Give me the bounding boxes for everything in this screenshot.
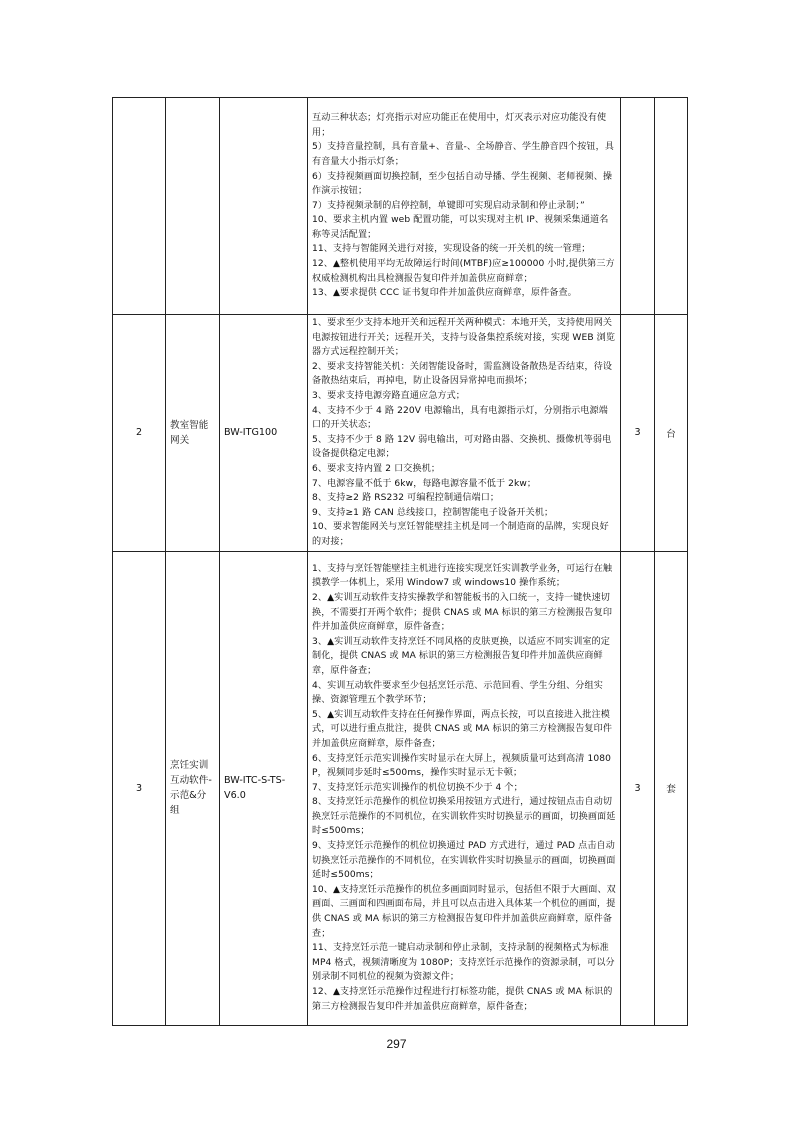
spec-item: 10、▲支持烹饪示范操作的机位多画面同时显示，包括但不限于大画面、双画面、三画面和四画面布局，并且可以点击进入具体某一个机位的画面，提供 CNAS 或 MA 标识的第三方检测报告复印件并加盖供应商鲜章，原件备查； <box>312 884 616 939</box>
spec-item: 13、▲要求提供 CCC 证书复印件并加盖供应商鲜章，原件备查。 <box>312 288 577 299</box>
quantity <box>621 98 655 315</box>
spec-item: 2、要求支持智能关机：关闭智能设备时，需监测设备散热是否结束，待设备散热结束后，再掉电，防止设备因异常掉电而损坏； <box>312 361 613 387</box>
spec-item: 3、要求支持电源旁路直通应急方式； <box>312 390 465 401</box>
spec-item: 9、支持≥1 路 CAN 总线接口，控制智能电子设备开关机； <box>312 507 554 518</box>
spec-item: 6）支持视频画面切换控制，至少包括自动导播、学生视频、老师视频、操作演示按钮； <box>312 171 613 197</box>
spec-item: 互动三种状态；灯亮指示对应功能正在使用中，灯灭表示对应功能没有使用； <box>312 113 607 138</box>
spec-item: 9、支持烹饪示范操作的机位切换通过 PAD 方式进行，通过 PAD 点击自动切换烹饪示范操作的不同机位，在实训软件实时切换显示的画面，切换画面延时≤500ms； <box>312 841 616 881</box>
spec-cell <box>308 551 621 1025</box>
spec-item: 3、▲实训互动软件支持烹饪不同风格的皮肤更换，以适应不同实训室的定制化，提供 CNAS 或 MA 标识的第三方检测报告复印件并加盖供应商鲜章，原件备查； <box>312 636 610 676</box>
spec-list <box>308 315 620 551</box>
spec-item: 6、要求支持内置 2 口交换机； <box>312 463 441 474</box>
spec-item: 7、电源容量不低于 6kw，每路电源容量不低于 2kw； <box>312 478 537 489</box>
spec-item: 12、▲支持烹饪示范操作过程进行打标签功能，提供 CNAS 或 MA 标识的第三方检测报告复印件并加盖供应商鲜章，原件备查； <box>312 987 613 1012</box>
spec-item: 10、要求主机内置 web 配置功能，可以实现对主机 IP、视频采集通道名称等灵活配置； <box>312 215 609 240</box>
spec-item: 7、支持烹饪示范实训操作的机位切换不少于 4 个； <box>312 782 523 793</box>
spec-item: 11、支持与智能网关进行对接，实现设备的统一开关机的统一管理； <box>312 244 591 255</box>
quantity: 3 <box>621 315 655 552</box>
spec-item: 8、支持≥2 路 RS232 可编程控制通信端口； <box>312 493 500 504</box>
spec-item: 2、▲实训互动软件支持实操教学和智能板书的入口统一，支持一键快速切换，不需要打开两个软件；提供 CNAS 或 MA 标识的第三方检测报告复印件并加盖供应商鲜章，原件备查； <box>312 592 613 633</box>
page-number: 297 <box>386 1037 407 1051</box>
unit <box>655 98 688 315</box>
quantity: 3 <box>621 551 655 1025</box>
row-number: 3 <box>113 551 166 1025</box>
table-row <box>113 551 688 1025</box>
spec-item: 4、实训互动软件要求至少包括烹饪示范、示范回看、学生分组、分组实操、资源管理五个教学环节； <box>312 680 603 706</box>
spec-cell <box>308 315 621 552</box>
spec-item: 4、支持不少于 4 路 220V 电源输出，具有电源指示灯，分别指示电源端口的开关状态； <box>312 405 608 431</box>
model-number <box>220 98 308 315</box>
product-name: 教室智能网关 <box>166 315 220 552</box>
product-name: 烹饪实训互动软件-示范&分组 <box>166 551 220 1025</box>
spec-item: 5）支持音量控制，具有音量+、音量-、全场静音、学生静音四个按钮，具有音量大小指示灯条； <box>312 142 614 167</box>
product-name <box>166 98 220 315</box>
model-number: BW-ITG100 <box>220 315 308 552</box>
model-number: BW-ITC-S-TS-V6.0 <box>220 551 308 1025</box>
row-number: 2 <box>113 315 166 552</box>
specification-table <box>112 97 688 1026</box>
spec-list <box>308 561 620 1015</box>
spec-item: 8、支持烹饪示范操作的机位切换采用按钮方式进行，通过按钮点击自动切换烹饪示范操作的不同机位，在实训软件实时切换显示的画面，切换画面延时≤500ms； <box>312 797 616 837</box>
table-row <box>113 315 688 552</box>
spec-item: 11、支持烹饪示范一键启动录制和停止录制，支持录制的视频格式为标准 MP4 格式，视频清晰度为 1080P；支持烹饪示范操作的资源录制，可以分别录制不同机位的视频为资源文件； <box>312 943 615 983</box>
spec-cell <box>308 98 621 315</box>
spec-item: 5、▲实训互动软件支持在任何操作界面，两点长按，可以直接进入批注模式，可以进行重点批注，提供 CNAS 或 MA 标识的第三方检测报告复印件并加盖供应商鲜章，原件备查； <box>312 709 613 749</box>
spec-item: 1、支持与烹饪智能壁挂主机进行连接实现烹饪实训教学业务，可运行在触摸教学一体机上，采用 Window7 或 windows10 操作系统； <box>312 563 613 589</box>
spec-list <box>308 110 620 302</box>
unit: 套 <box>655 551 688 1025</box>
table-row <box>113 98 688 315</box>
spec-item: 7）支持视频录制的启停控制，单键即可实现启动录制和停止录制；” <box>312 200 585 211</box>
spec-item: 10、要求智能网关与烹饪智能壁挂主机是同一个制造商的品牌，实现良好的对接； <box>312 522 609 547</box>
spec-item: 12、▲整机使用平均无故障运行时间(MTBF)应≥100000 小时,提供第三方权威检测机构出具检测报告复印件并加盖供应商鲜章； <box>312 259 615 284</box>
unit: 台 <box>655 315 688 552</box>
row-number <box>113 98 166 315</box>
spec-item: 6、支持烹饪示范实训操作实时显示在大屏上，视频质量可达到高清 1080P，视频同步延时≤500ms，操作实时显示无卡顿； <box>312 753 612 779</box>
spec-item: 1、要求至少支持本地开关和远程开关两种模式：本地开关，支持使用网关电源按钮进行开关；远程开关，支持与设备集控系统对接，实现 WEB 浏览器方式远程控制开关； <box>312 318 616 358</box>
spec-item: 5、支持不少于 8 路 12V 弱电输出，可对路由器、交换机、摄像机等弱电设备提供稳定电源； <box>312 434 612 460</box>
